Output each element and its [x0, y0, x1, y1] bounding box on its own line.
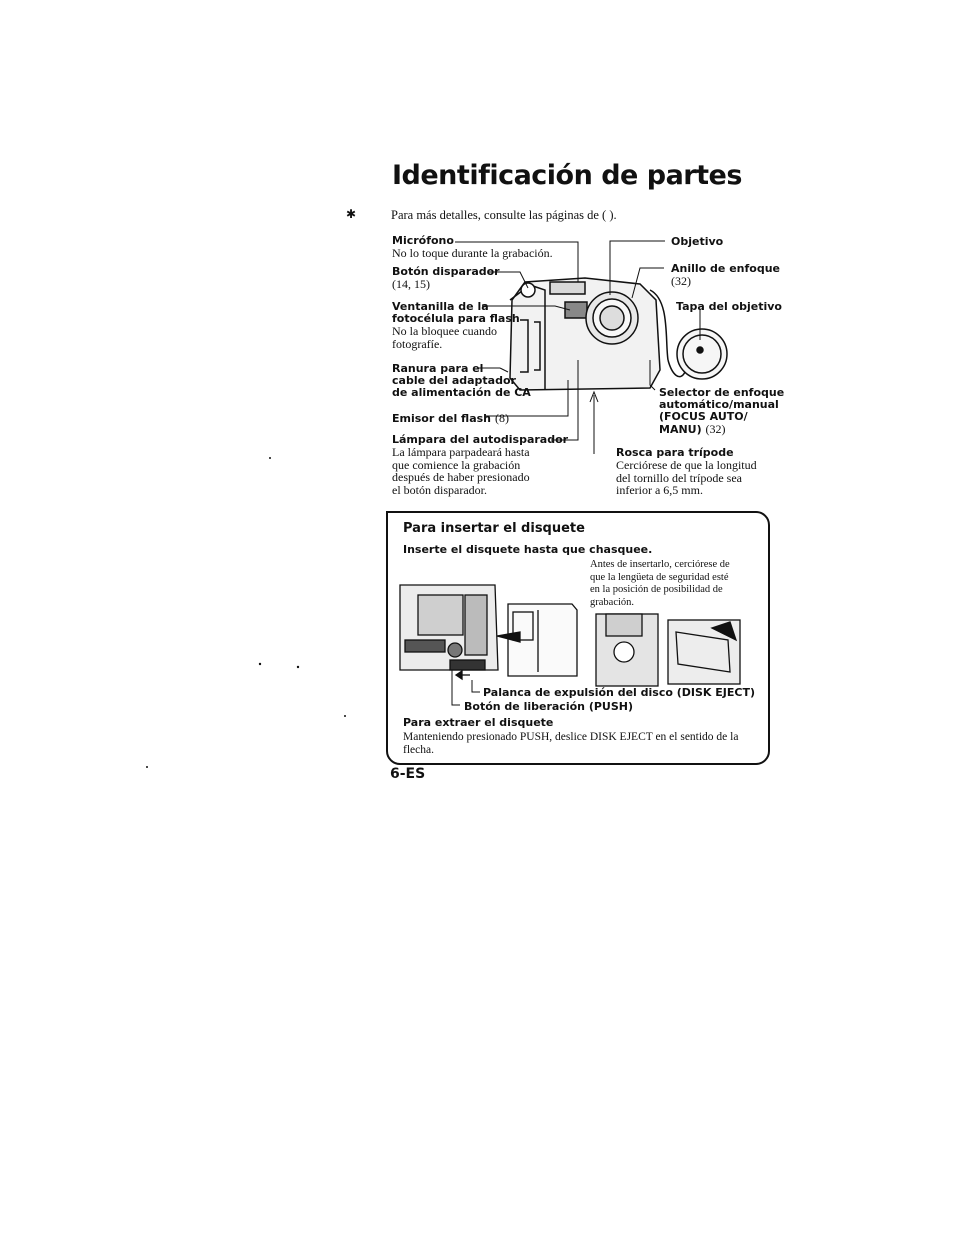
part-microfono: [392, 235, 553, 260]
page-number: 6-ES: [390, 766, 426, 782]
part-label: Ventanilla de la: [392, 300, 489, 313]
part-ref: (32): [705, 422, 726, 436]
reference-star-icon: ✱: [346, 207, 357, 221]
callout-disk-eject: Palanca de expulsión del disco (DISK EJECT): [483, 686, 756, 699]
intro-text: Para más detalles, consulte las páginas de ( ).: [391, 208, 617, 222]
desc-line: que la lengüeta de seguridad esté: [590, 571, 729, 583]
insert-box-title: Para insertar el disquete: [403, 521, 585, 536]
part-objetivo: [671, 236, 723, 248]
page-title: Identificación de partes: [392, 160, 742, 191]
part-label: Lámpara del autodisparador: [392, 433, 569, 446]
part-ventanilla: [392, 301, 520, 350]
part-label: cable del adaptador: [392, 374, 516, 387]
part-label: Selector de enfoque: [659, 386, 785, 399]
desc-line: en la posición de posibilidad de: [590, 584, 723, 595]
part-label: de alimentación de CA: [392, 386, 531, 399]
lens-cap-illustration: [668, 329, 727, 379]
part-selector: [659, 387, 784, 436]
part-label: Botón disparador: [392, 265, 500, 278]
insert-box-desc: [590, 559, 730, 609]
part-desc: el botón disparador.: [392, 482, 487, 497]
part-desc: que comience la grabación: [392, 457, 521, 472]
part-desc: No la bloquee cuando: [392, 324, 497, 338]
part-label: Micrófono: [392, 234, 454, 247]
part-boton-disparador: [392, 266, 500, 291]
part-rosca: [616, 447, 757, 497]
margin-marks: [146, 457, 346, 768]
part-tapa: [676, 301, 782, 313]
part-label: Tapa del objetivo: [676, 300, 782, 313]
insert-box-subtitle: Inserte el disquete hasta que chasquee.: [403, 543, 653, 556]
part-label: (FOCUS AUTO/: [659, 410, 748, 423]
part-label: fotocélula para flash: [392, 312, 520, 325]
part-label: Anillo de enfoque: [671, 262, 781, 275]
part-label: Emisor del flash: [392, 412, 491, 425]
part-emisor: [392, 409, 509, 427]
part-label: Ranura para el: [392, 362, 484, 375]
part-label-last: [659, 423, 784, 436]
part-desc: fotografíe.: [392, 336, 443, 351]
part-desc: La lámpara parpadeará hasta: [392, 445, 530, 459]
part-desc: No lo toque durante la grabación.: [392, 246, 553, 260]
part-label: MANU): [659, 423, 702, 436]
extract-title: Para extraer el disquete: [403, 716, 554, 729]
part-desc: del tornillo del trípode sea: [616, 470, 742, 485]
part-label: automático/manual: [659, 398, 779, 411]
part-label: Rosca para trípode: [616, 446, 734, 459]
part-desc: Cerciórese de que la longitud: [616, 458, 757, 472]
part-desc: inferior a 6,5 mm.: [616, 483, 703, 497]
part-anillo: [671, 263, 780, 288]
callout-push: Botón de liberación (PUSH): [464, 700, 633, 713]
extract-desc: Manteniendo presionado PUSH, deslice DISK EJECT en el sentido de la flecha.: [403, 731, 739, 756]
part-label: Objetivo: [671, 235, 724, 248]
desc-line: Antes de insertarlo, cerciórese de: [590, 559, 730, 570]
part-ref: (32): [671, 274, 691, 288]
part-desc: después de haber presionado: [392, 470, 530, 484]
part-ranura: [392, 363, 531, 399]
part-lampara: [392, 434, 568, 496]
part-ref: (8): [495, 411, 509, 425]
camera-illustration: [510, 278, 668, 390]
desc-line: grabación.: [590, 596, 635, 608]
part-ref: (14, 15): [392, 277, 430, 291]
